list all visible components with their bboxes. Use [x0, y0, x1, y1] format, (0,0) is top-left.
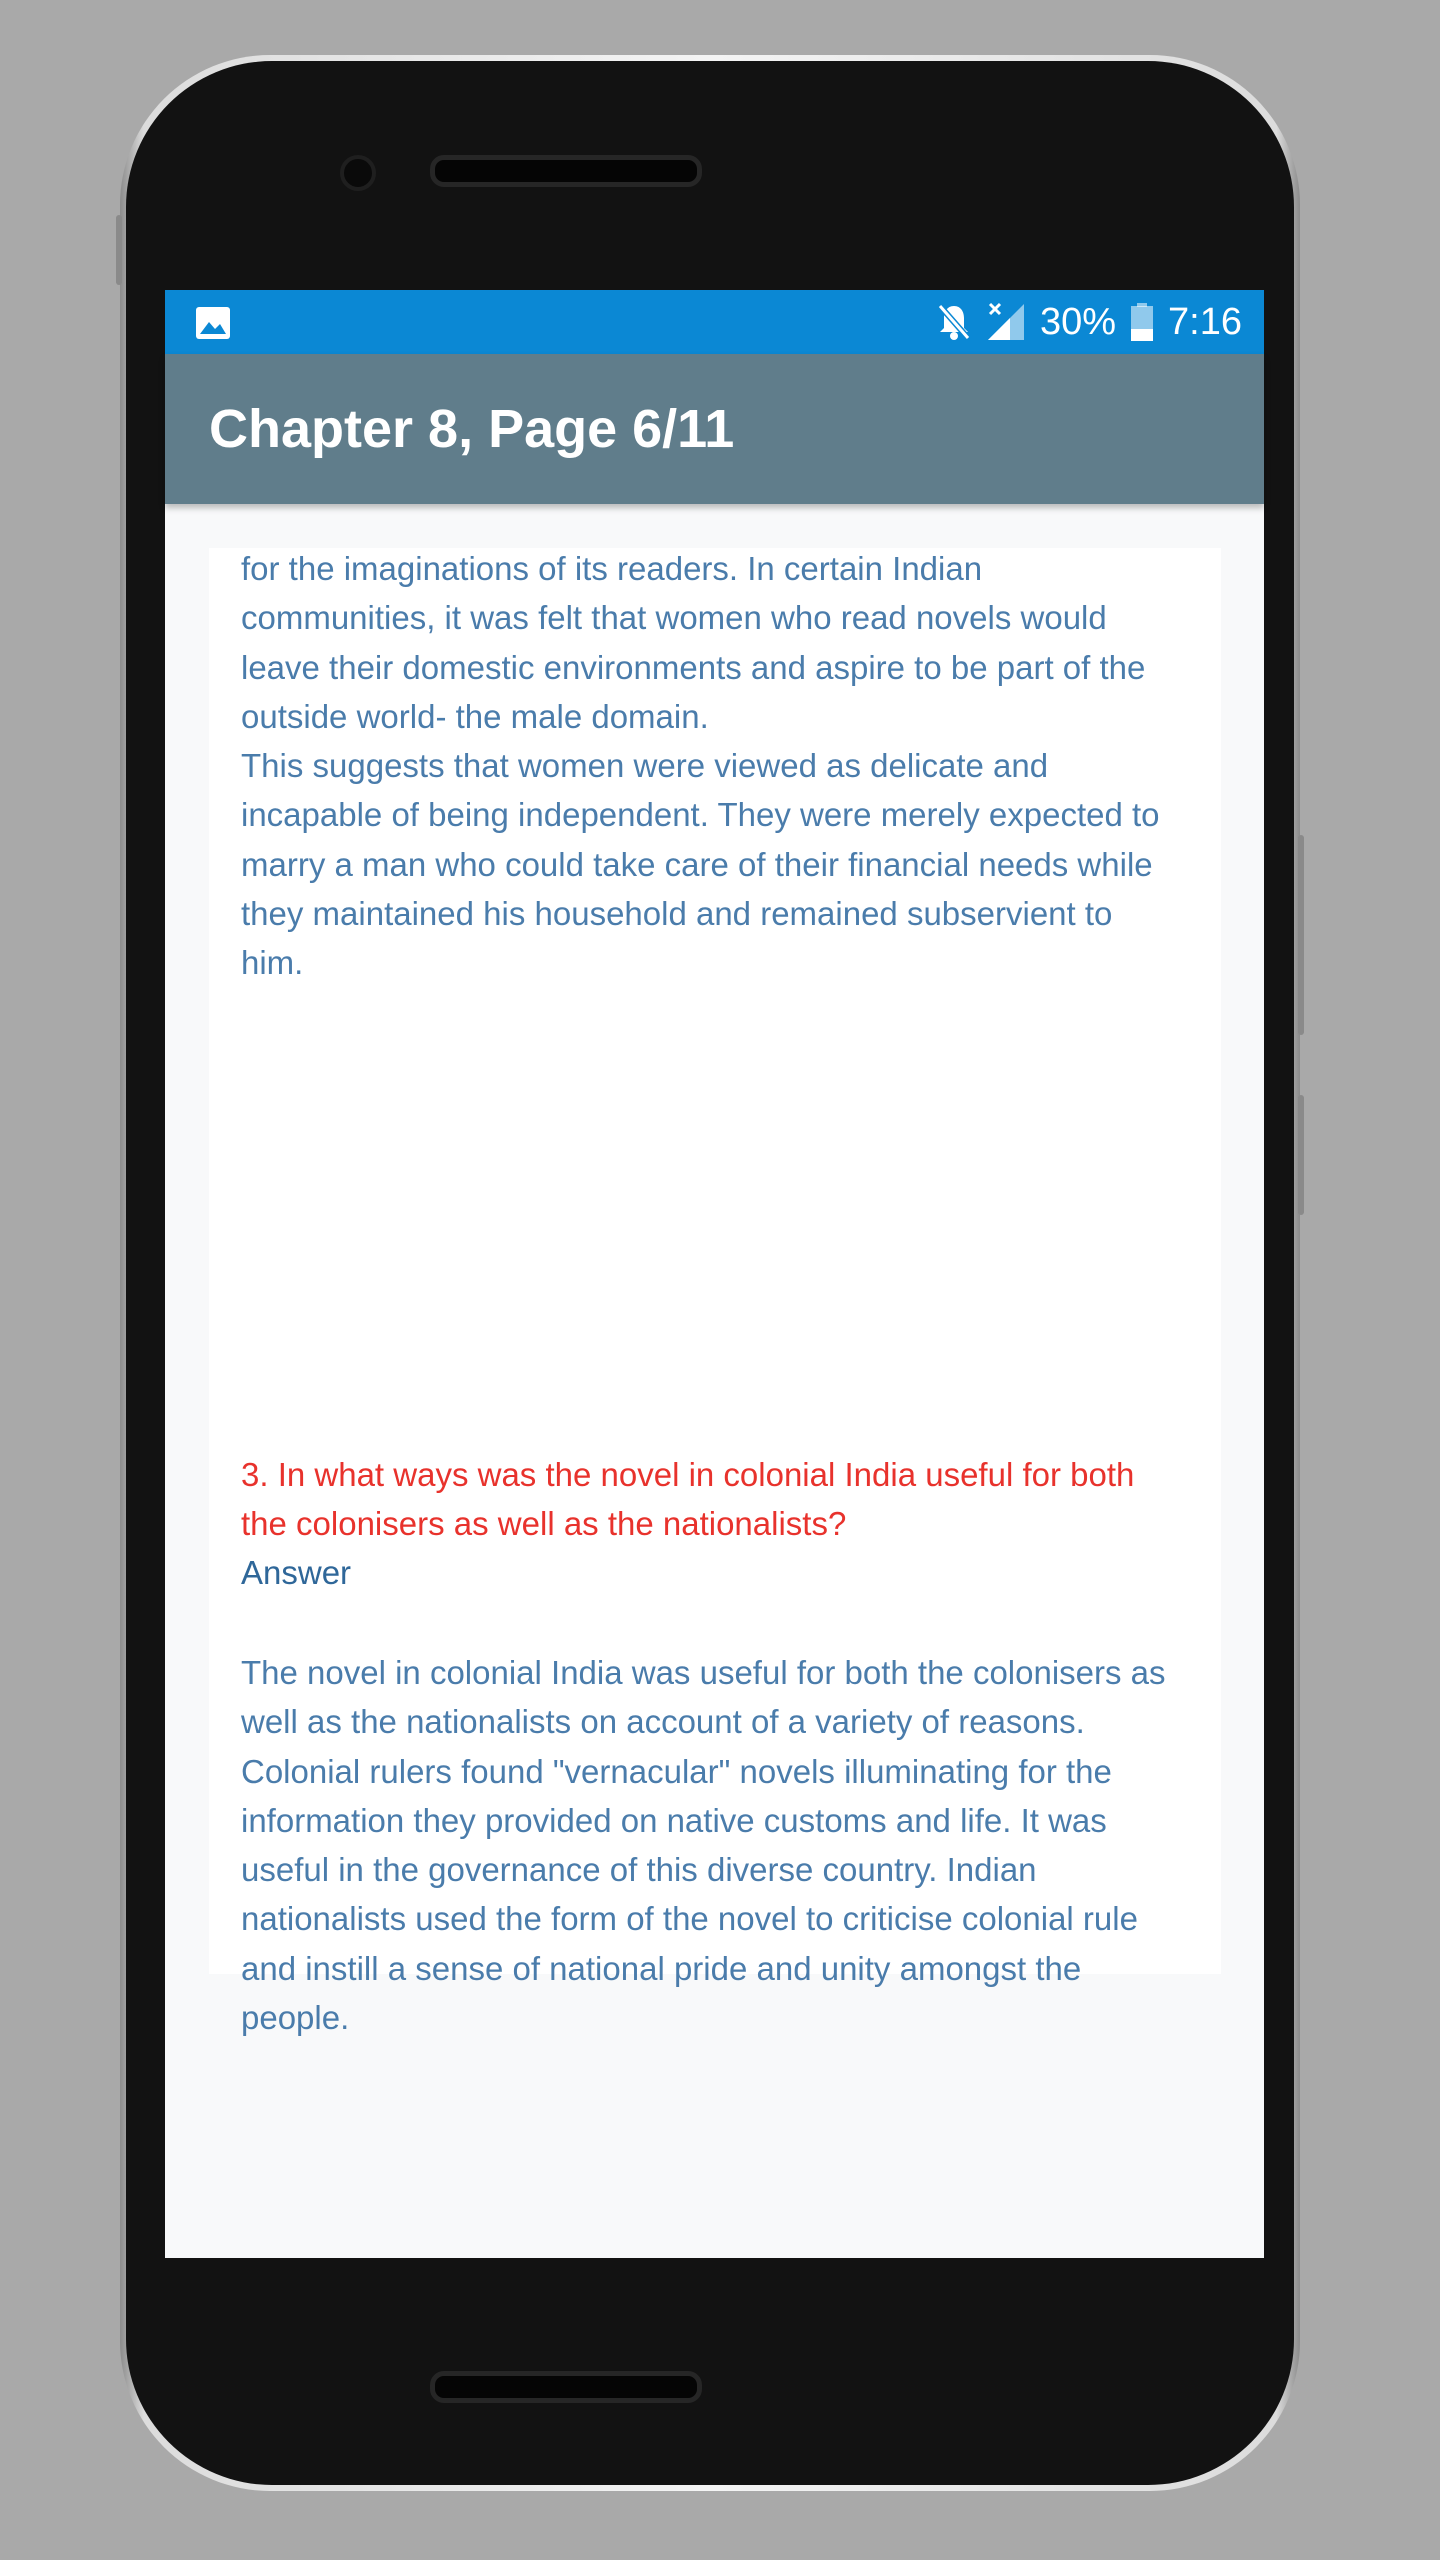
status-bar	[165, 290, 1264, 354]
phone-screen	[165, 290, 1264, 2258]
answer-line: useful in the governance of this diverse country. Indian	[241, 1851, 1037, 1889]
answer-line: Colonial rulers found "vernacular" novels illuminating for the	[241, 1752, 1112, 1790]
answer-line: well as the nationalists on account of a variety of reasons.	[241, 1703, 1085, 1741]
text-line: him.	[241, 944, 304, 982]
text-line: for the imaginations of its readers. In certain Indian	[241, 550, 983, 587]
battery-percent: 30%	[1039, 300, 1117, 343]
text-line: communities, it was felt that women who read novels would	[241, 599, 1107, 637]
phone-power-button	[1298, 1095, 1304, 1215]
text-line: This suggests that women were viewed as delicate and	[241, 747, 1049, 785]
page-title: Chapter 8, Page 6/11	[209, 399, 735, 459]
answer-label: Answer	[241, 1554, 352, 1591]
content-scroll-area[interactable]	[209, 548, 1221, 2037]
notifications-off-icon	[936, 302, 972, 342]
status-icons	[936, 290, 1242, 354]
answer-line: people.	[241, 1999, 350, 2037]
previous-answer-text	[241, 544, 1201, 988]
answer-line: nationalists used the form of the novel to criticise colonial rule	[241, 1900, 1138, 1938]
answer-line: The novel in colonial India was useful for both the colonisers as	[241, 1654, 1166, 1691]
phone-side-button	[116, 215, 122, 285]
answer-line: and instill a sense of national pride and unity amongst the	[241, 1949, 1082, 1987]
text-line: marry a man who could take care of their financial needs while	[241, 845, 1153, 883]
text-line: leave their domestic environments and aspire to be part of the	[241, 648, 1146, 686]
text-line: incapable of being independent. They were merely expected to	[241, 796, 1160, 834]
question-line: the colonisers as well as the nationalists?	[241, 1505, 847, 1543]
top-speaker	[430, 155, 702, 187]
signal-no-service-icon	[986, 302, 1026, 342]
question-line: 3. In what ways was the novel in colonial India useful for both	[241, 1456, 1135, 1493]
text-line: they maintained his household and remained subservient to	[241, 895, 1113, 933]
battery-icon	[1130, 302, 1154, 342]
bottom-speaker	[430, 2371, 702, 2403]
app-bar	[165, 354, 1264, 504]
phone-volume-button	[1298, 835, 1304, 1035]
answer-text	[241, 1648, 1201, 2042]
image-icon	[195, 306, 231, 340]
clock: 7:16	[1168, 300, 1242, 343]
answer-line: information they provided on native customs and life. It was	[241, 1801, 1107, 1839]
question-text	[241, 1450, 1201, 1549]
text-line: outside world- the male domain.	[241, 697, 709, 735]
front-camera	[340, 155, 376, 191]
